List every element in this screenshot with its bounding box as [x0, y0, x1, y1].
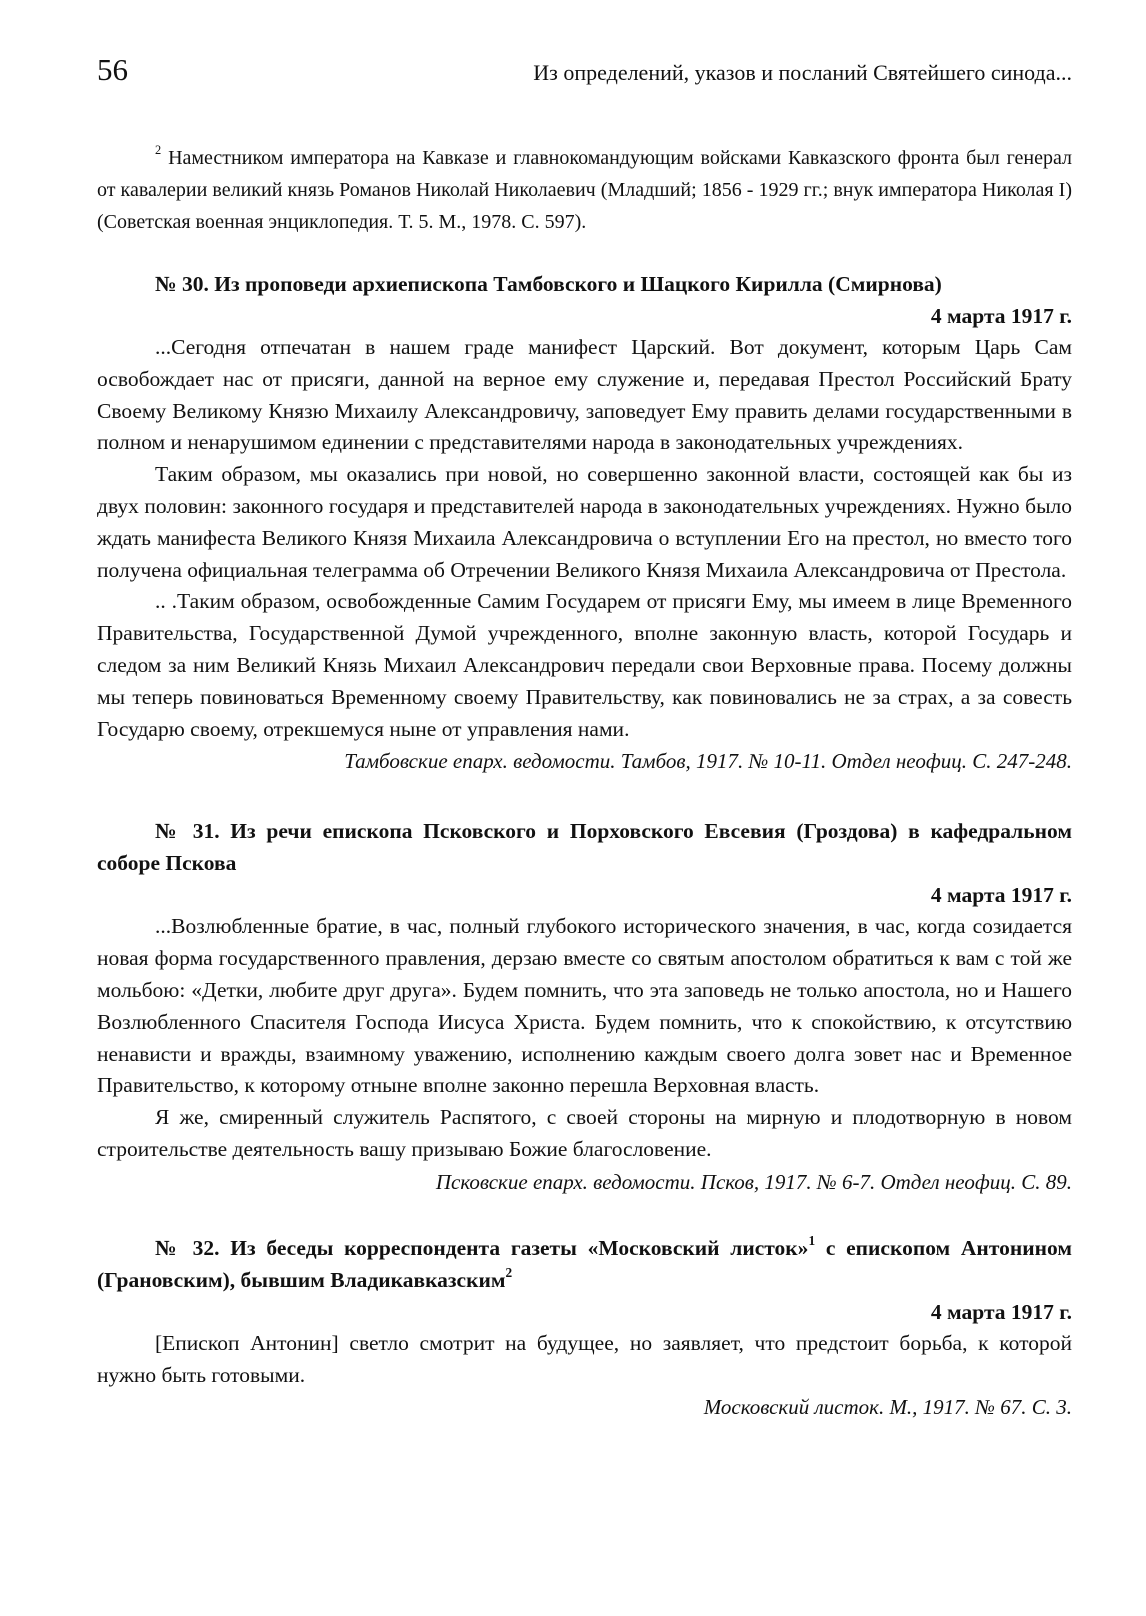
document-31 [97, 815, 1072, 1197]
document-page [97, 52, 1072, 1423]
page-number: 56 [97, 52, 128, 87]
title-part-2: с епископом Антонином (Грановским), бывшим Владикавказским [97, 1235, 1072, 1292]
document-date: 4 марта 1917 г. [930, 883, 1072, 908]
footnote-marker: 2 [155, 143, 162, 158]
footnote-ref-2: 2 [505, 1264, 513, 1280]
document-title: № 30. Из проповеди архиепископа Тамбовского и Шацкого Кирилла (Смирнова) [155, 272, 942, 296]
source-citation: Псковские епарх. ведомости. Псков, 1917. № 6-7. Отдел неофиц. С. 89. [435, 1169, 1072, 1194]
document-date: 4 марта 1917 г. [930, 304, 1072, 328]
paragraph: Я же, смиренный служитель Распятого, с своей стороны на мирную и плодотворную в новом строительстве деятельность вашу призываю Божие благословение. [97, 1105, 1072, 1161]
footnote-ref-1: 1 [808, 1232, 816, 1248]
document-title: № 31. Из речи епископа Псковского и Порховского Евсевия (Гроздова) в кафедральном соборе Пскова [97, 819, 1072, 876]
page-header [97, 52, 1072, 100]
source-citation: Московский листок. М., 1917. № 67. С. 3. [703, 1395, 1072, 1420]
paragraph: ...Сегодня отпечатан в нашем граде манифест Царский. Вот документ, которым Царь Сам освобождает нас от присяги, данной на верное ему служение и, передавая Престол Российский Брату Своему Великому Князю Михаилу Александровичу, заповедует Ему править делами государственными в полном и ненарушимом единении с представителями народа в законодательных учреждениях. [97, 335, 1072, 455]
footnote-text: Наместником императора на Кавказе и главнокомандующим войсками Кавказского фронта был генерал от кавалерии великий князь Романов Николай Николаевич (Младший; 1856 - 1929 гг.; внук императора Николая I) (Советская военная энциклопедия. Т. 5. М., 1978. С. 597). [97, 147, 1072, 233]
title-part-1: № 32. Из беседы корреспондента газеты «Московский листок» [155, 1235, 809, 1260]
document-title [97, 1232, 1072, 1296]
running-title: Из определений, указов и посланий Святейшего синода... [533, 60, 1072, 85]
paragraph: Таким образом, мы оказались при новой, но совершенно законной власти, состоящей как бы из двух половин: законного государя и представителей народа в законодательных учреждениях. Нужно было ждать манифеста Великого Князя Михаила Александровича о вступлении Его на престол, но вместо того получена официальная телеграмма об Отречении Великого Князя Михаила Александровича от Престола. [97, 462, 1072, 582]
paragraph: .. .Таким образом, освобожденные Самим Государем от присяги Ему, мы имеем в лице Временного Правительства, Государственной Думой учрежденного, вполне законную власть, которой Государь и следом за ним Великий Князь Михаил Александрович передали свои Верховные права. Посему должны мы теперь повиноваться Временному своему Правительству, как повиновались не за страх, а за совесть Государю своему, отрекшемуся ныне от управления нами. [97, 589, 1072, 741]
source-citation: Тамбовские епарх. ведомости. Тамбов, 1917. № 10-11. Отдел неофиц. С. 247-248. [344, 749, 1072, 774]
document-32 [97, 1232, 1072, 1424]
document-30 [97, 268, 1072, 777]
paragraph: [Епископ Антонин] светло смотрит на будущее, но заявляет, что предстоит борьба, к которой нужно быть готовыми. [97, 1330, 1072, 1387]
footnote [97, 142, 1072, 238]
paragraph: ...Возлюбленные братие, в час, полный глубокого исторического значения, в час, когда созидается новая форма государственного правления, дерзаю вместе со святым апостолом обратиться к вам с той же мольбою: «Детки, любите друг друга». Будем помнить, что эта заповедь не только апостола, но и Нашего Возлюбленного Спасителя Господа Иисуса Христа. Будем помнить, что к спокойствию, к отсутствию ненависти и вражды, взаимному уважению, исполнению каждым своего долга зовет нас и Временное Правительство, к которому отныне вполне законно перешла Верховная власть. [97, 914, 1072, 1098]
document-date: 4 марта 1917 г. [930, 1299, 1072, 1324]
